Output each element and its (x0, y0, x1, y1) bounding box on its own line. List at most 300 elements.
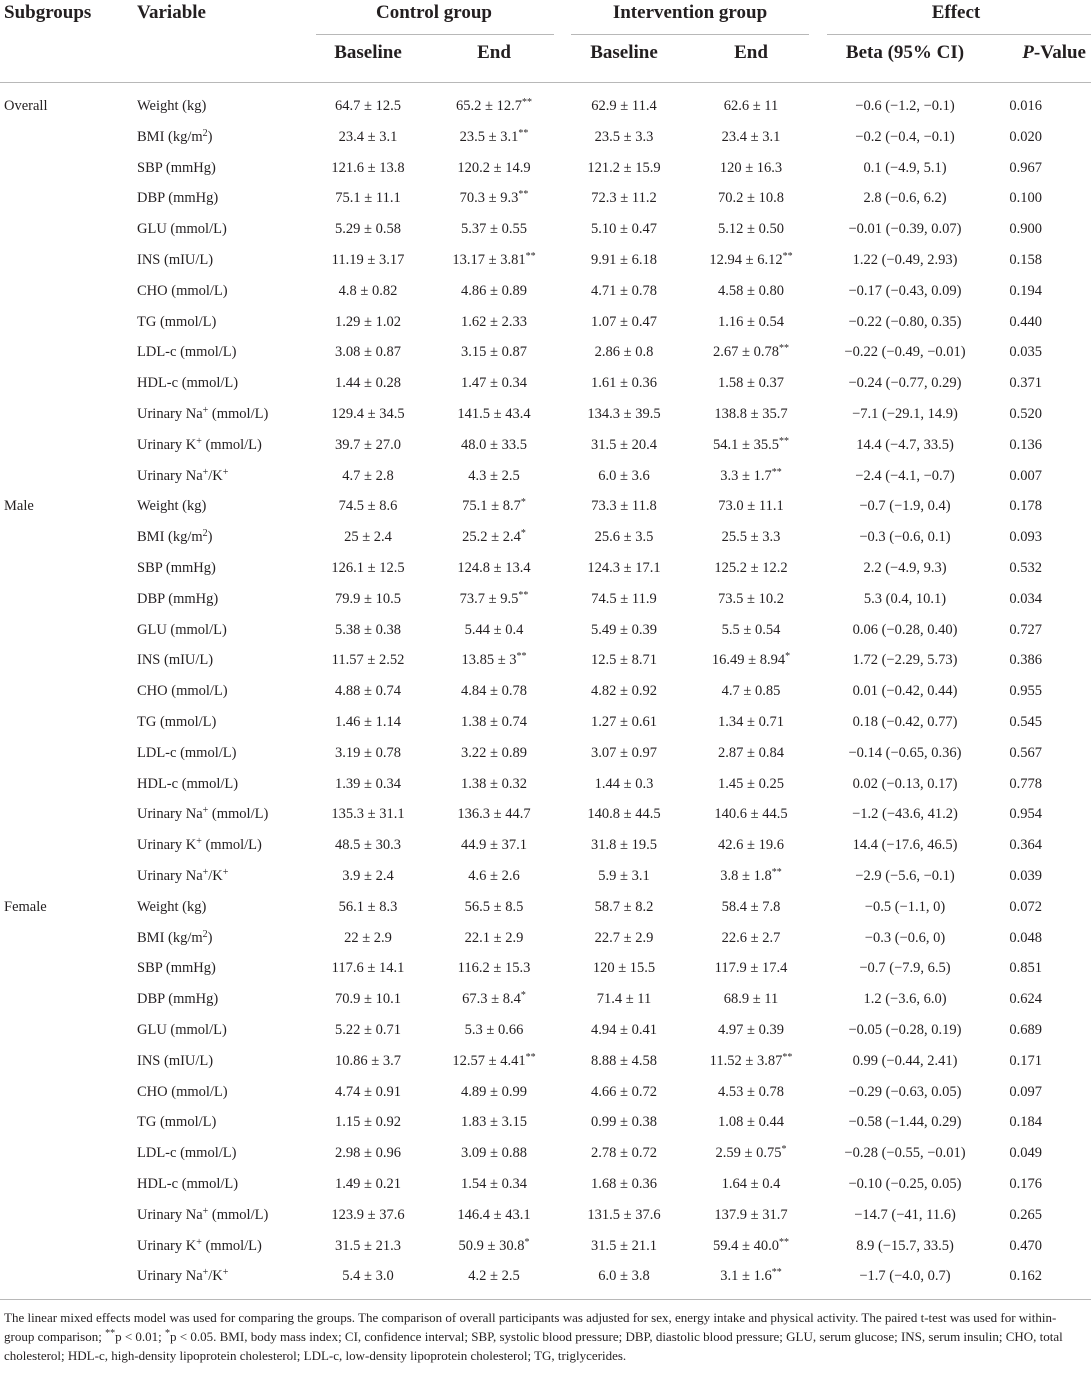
control-end-significance: ** (525, 251, 536, 262)
p-value-text: 0.178 (1009, 498, 1042, 515)
intervention-end (718, 776, 784, 793)
variable-var: BMI (kg/m (137, 929, 203, 946)
table-row (0, 862, 1091, 893)
intervention-end (722, 1176, 781, 1193)
control-baseline (339, 899, 398, 916)
beta-ci (864, 591, 946, 608)
intervention-end-text: 1.08 ± 0.44 (718, 1114, 784, 1131)
beta-ci-text: −2.9 (−5.6, −0.1) (855, 868, 955, 884)
variable-var-sup: + (202, 805, 209, 817)
table-row (0, 554, 1091, 585)
p-value-text: 0.470 (1009, 1237, 1042, 1254)
control-baseline-text: 56.1 ± 8.3 (338, 898, 398, 915)
control-end-text: 5.3 ± 0.66 (464, 1022, 524, 1038)
intervention-end-significance: ** (771, 466, 782, 478)
intervention-baseline (591, 652, 657, 669)
p-value-text: 0.093 (1009, 529, 1042, 546)
intervention-end-text: 42.6 ± 19.6 (718, 837, 784, 854)
variable-var: TG (mmol/L) (137, 714, 217, 730)
beta-ci-text: −0.10 (−0.25, 0.05) (848, 1176, 962, 1192)
intervention-baseline-text: 4.66 ± 0.72 (591, 1083, 657, 1100)
variable-name (137, 591, 218, 608)
control-baseline-text: 135.3 ± 31.1 (331, 806, 405, 823)
variable-name (137, 560, 216, 577)
p-value (1009, 560, 1042, 577)
intervention-end (718, 375, 784, 392)
intervention-baseline-text: 25.6 ± 3.5 (594, 529, 654, 546)
intervention-end-text: 140.6 ± 44.5 (714, 806, 788, 823)
beta-ci (848, 1114, 961, 1131)
control-end (460, 591, 529, 608)
p-value-text: 0.007 (1009, 467, 1042, 484)
control-end (462, 991, 526, 1008)
control-end (459, 1238, 530, 1255)
variable-name (137, 221, 227, 238)
control-end-text: 56.5 ± 8.5 (464, 898, 524, 915)
control-end (465, 622, 524, 639)
intervention-baseline-text: 12.5 ± 8.71 (591, 652, 657, 669)
variable-var-tail: /K (208, 1268, 223, 1285)
p-value (1009, 468, 1042, 485)
intervention-baseline (587, 560, 660, 577)
control-baseline-text: 75.1 ± 11.1 (335, 190, 401, 207)
control-baseline-text: 70.9 ± 10.1 (335, 991, 401, 1008)
variable-var-sup: + (202, 867, 209, 878)
control-end (461, 344, 527, 361)
variable-var: Urinary Na (137, 406, 203, 422)
variable-var: DBP (mmHg) (137, 190, 219, 207)
control-baseline (335, 776, 401, 793)
intervention-baseline-text: 6.0 ± 3.6 (598, 467, 650, 484)
control-baseline-text: 74.5 ± 8.6 (338, 498, 398, 515)
table-row (0, 1016, 1091, 1047)
table-row (0, 646, 1091, 677)
p-value (1009, 806, 1042, 823)
control-end (458, 960, 531, 977)
intervention-baseline-text: 2.78 ± 0.72 (591, 1145, 657, 1162)
subgroup-label-text: Male (4, 498, 34, 515)
beta-ci (855, 129, 954, 146)
control-baseline-text: 25 ± 2.4 (344, 529, 392, 546)
variable-name (137, 806, 268, 823)
table-row (0, 277, 1091, 308)
variable-var: HDL-c (mmol/L) (137, 1176, 239, 1192)
subgroup-label-text: Overall (4, 98, 48, 114)
beta-ci-text: −2.4 (−4.1, −0.7) (855, 467, 955, 484)
variable-var-tail: (mmol/L) (208, 406, 269, 422)
variable-name (137, 98, 206, 115)
control-baseline-text: 64.7 ± 12.5 (335, 98, 401, 114)
control-end-text: 22.1 ± 2.9 (464, 929, 524, 946)
variable-var: SBP (mmHg) (137, 560, 216, 576)
table-row (0, 92, 1091, 123)
control-end-text: 4.3 ± 2.5 (468, 467, 520, 484)
intervention-end (714, 1207, 787, 1224)
beta-ci (853, 837, 958, 854)
subgroup-label (4, 498, 34, 515)
variable-var: Urinary Na (137, 467, 203, 484)
table-footnote (4, 1308, 1084, 1365)
header-intervention-group: Intervention group (612, 2, 768, 23)
p-value-text: 0.624 (1009, 991, 1042, 1008)
p-value (1009, 1238, 1042, 1255)
header-row-groups (0, 0, 1091, 32)
intervention-end (714, 806, 787, 823)
control-baseline-text: 48.5 ± 30.3 (335, 837, 401, 854)
intervention-end-text: 23.4 ± 3.1 (721, 128, 781, 145)
variable-var-sup: + (202, 405, 209, 416)
beta-ci-text: −0.01 (−0.39, 0.07) (848, 221, 962, 238)
p-value (1009, 406, 1042, 423)
control-end (462, 498, 526, 515)
intervention-end-text: 5.5 ± 0.54 (721, 621, 781, 638)
control-baseline (339, 498, 398, 515)
p-value-text: 0.016 (1009, 98, 1042, 114)
p-value-text: 0.727 (1009, 621, 1042, 638)
footnote-part3: p < 0.05. BMI, body mass index; CI, confidence interval; SBP, systolic blood pressure; DBP, diastolic blood pressure; GLU, serum glucose; INS, serum insulin; CHO, total cholesterol; HDL-c, high-density lipoprotein cholesterol; LDL-c, low-density lipoprotein cholesterol; TG, triglycerides. (4, 1329, 1063, 1363)
table-row (0, 154, 1091, 185)
header-intervention-baseline: Baseline (590, 42, 658, 63)
control-baseline (331, 806, 404, 823)
control-baseline (332, 960, 405, 977)
p-value (1009, 1084, 1042, 1101)
control-end-text: 141.5 ± 43.4 (457, 406, 531, 422)
variable-var-sup: + (196, 836, 202, 848)
control-end-text: 4.86 ± 0.89 (461, 282, 527, 299)
beta-ci-text: −0.24 (−0.77, 0.29) (848, 375, 962, 392)
beta-ci (848, 314, 961, 331)
p-value-text: 0.048 (1009, 929, 1042, 946)
table-row (0, 1139, 1091, 1170)
control-end (452, 1053, 535, 1070)
intervention-end (724, 991, 779, 1008)
intervention-end (714, 560, 787, 577)
intervention-end-text: 4.7 ± 0.85 (721, 683, 781, 700)
control-baseline (339, 283, 398, 300)
beta-ci-text: −0.7 (−1.9, 0.4) (859, 498, 951, 515)
control-baseline-text: 1.15 ± 0.92 (335, 1114, 401, 1131)
control-end-significance: ** (518, 127, 529, 139)
table-row (0, 369, 1091, 400)
p-value-text: 0.532 (1009, 560, 1042, 576)
intervention-baseline (598, 868, 649, 885)
p-value (1009, 1176, 1042, 1193)
control-baseline (335, 314, 401, 331)
intervention-end-text: 22.6 ± 2.7 (721, 929, 781, 946)
table-row (0, 123, 1091, 154)
beta-ci-text: −0.2 (−0.4, −0.1) (855, 128, 955, 145)
intervention-end (715, 960, 788, 977)
control-baseline-text: 5.4 ± 3.0 (342, 1268, 394, 1285)
intervention-baseline-text: 121.2 ± 15.9 (587, 159, 661, 176)
table-bottom-rule (0, 1299, 1091, 1300)
header-bottom-rule (0, 82, 1091, 83)
intervention-baseline-text: 22.7 ± 2.9 (594, 929, 654, 946)
variable-name (137, 1053, 213, 1070)
control-baseline-text: 22 ± 2.9 (344, 929, 392, 946)
intervention-baseline (587, 406, 660, 423)
beta-ci (852, 806, 958, 823)
table-row (0, 1201, 1091, 1232)
intervention-end-text: 2.59 ± 0.75 (715, 1145, 782, 1162)
intervention-end-text: 59.4 ± 40.0 (713, 1237, 779, 1254)
table-row (0, 924, 1091, 955)
header-row-columns (0, 32, 1091, 76)
variable-var: SBP (mmHg) (137, 159, 216, 176)
footnote-sup1: ** (105, 1328, 116, 1339)
variable-var: Weight (kg) (137, 898, 207, 915)
intervention-baseline (591, 221, 657, 238)
p-value-text: 0.545 (1009, 714, 1042, 730)
intervention-baseline-text: 71.4 ± 11 (596, 991, 652, 1008)
control-end (465, 930, 524, 947)
beta-ci (853, 622, 958, 639)
control-baseline-text: 5.29 ± 0.58 (335, 221, 401, 238)
control-end (462, 529, 526, 546)
table-row (0, 308, 1091, 339)
table-row (0, 184, 1091, 215)
beta-ci (859, 1268, 950, 1285)
variable-name (137, 314, 216, 331)
control-baseline-text: 79.9 ± 10.5 (335, 590, 401, 607)
control-end-text: 116.2 ± 15.3 (457, 960, 531, 977)
p-value (1009, 622, 1042, 639)
intervention-end (714, 406, 787, 423)
p-value-text: 0.371 (1009, 375, 1042, 392)
intervention-baseline (595, 776, 654, 793)
variable-var: CHO (mmol/L) (137, 1083, 228, 1100)
intervention-baseline (587, 806, 660, 823)
variable-name (137, 529, 213, 546)
beta-ci (853, 1053, 958, 1070)
intervention-baseline (591, 837, 657, 854)
beta-ci (848, 1084, 961, 1101)
beta-ci-text: 0.02 (−0.13, 0.17) (852, 775, 958, 792)
intervention-end (724, 98, 779, 115)
control-end-text: 1.38 ± 0.32 (461, 775, 527, 792)
control-baseline-text: 3.08 ± 0.87 (335, 344, 401, 361)
p-value-text: 0.265 (1009, 1206, 1042, 1223)
control-end (460, 129, 529, 146)
variable-var: TG (mmol/L) (137, 313, 217, 330)
beta-ci-text: −0.5 (−1.1, 0) (864, 898, 946, 915)
intervention-baseline (595, 930, 654, 947)
intervention-end (709, 252, 792, 269)
control-end (457, 406, 530, 423)
table-row (0, 523, 1091, 554)
variable-name (137, 375, 238, 392)
intervention-baseline-text: 5.10 ± 0.47 (591, 221, 657, 238)
intervention-end (712, 652, 790, 669)
control-end-significance: ** (518, 589, 529, 601)
control-end (452, 252, 535, 269)
beta-ci (856, 437, 954, 454)
header-variable: Variable (137, 2, 206, 23)
beta-ci (863, 160, 946, 177)
variable-var: Urinary K (137, 1237, 197, 1254)
variable-var-tail: (mmol/L) (208, 1206, 269, 1223)
variable-name (137, 1022, 227, 1039)
beta-ci-text: −0.05 (−0.28, 0.19) (848, 1022, 962, 1038)
control-baseline (335, 1145, 401, 1162)
beta-ci (844, 344, 965, 361)
p-value (1009, 375, 1042, 392)
variable-name (137, 837, 262, 854)
intervention-baseline (591, 683, 657, 700)
variable-name (137, 899, 206, 916)
variable-var-sup: 2 (202, 528, 208, 540)
control-end (457, 160, 530, 177)
control-end-text: 44.9 ± 37.1 (461, 837, 527, 854)
intervention-baseline-text: 4.94 ± 0.41 (591, 1022, 657, 1038)
control-baseline-text: 31.5 ± 21.3 (335, 1237, 401, 1254)
control-baseline-text: 4.74 ± 0.91 (335, 1083, 401, 1100)
control-end-significance: * (520, 990, 526, 1002)
intervention-end (710, 1053, 793, 1070)
variable-var: DBP (mmHg) (137, 991, 219, 1008)
intervention-end-significance: * (781, 1144, 787, 1156)
variable-name (137, 1145, 236, 1162)
intervention-end-text: 125.2 ± 12.2 (714, 560, 788, 576)
control-baseline (335, 1238, 401, 1255)
intervention-end-significance: ** (778, 435, 789, 447)
intervention-baseline (591, 1084, 657, 1101)
intervention-baseline-text: 74.5 ± 11.9 (591, 590, 657, 607)
p-value (1009, 1114, 1042, 1131)
table-row (0, 739, 1091, 770)
intervention-baseline-text: 3.07 ± 0.97 (591, 744, 657, 761)
table-row (0, 1047, 1091, 1078)
variable-var: CHO (mmol/L) (137, 282, 228, 299)
p-value (1009, 98, 1042, 115)
intervention-end-text: 3.8 ± 1.8 (720, 868, 772, 884)
intervention-baseline-text: 131.5 ± 37.6 (587, 1206, 661, 1223)
control-baseline (331, 160, 404, 177)
beta-ci-text: −0.14 (−0.65, 0.36) (848, 744, 962, 761)
control-end-text: 12.57 ± 4.41 (452, 1052, 526, 1069)
variable-var: INS (mIU/L) (137, 652, 214, 669)
control-end-text: 65.2 ± 12.7 (456, 98, 522, 114)
intervention-baseline (595, 899, 654, 916)
p-value (1009, 344, 1042, 361)
p-value (1009, 652, 1042, 669)
control-baseline-text: 121.6 ± 13.8 (331, 159, 405, 176)
beta-ci (854, 1207, 956, 1224)
table-row (0, 770, 1091, 801)
intervention-end (718, 714, 784, 731)
variable-var-sup: + (202, 1205, 209, 1217)
variable-name (137, 622, 227, 639)
variable-name (137, 868, 228, 885)
intervention-end (720, 160, 782, 177)
control-baseline (344, 529, 392, 546)
intervention-end-significance: ** (771, 867, 782, 878)
intervention-end-significance: ** (782, 1051, 793, 1063)
p-value (1009, 776, 1042, 793)
control-end (461, 652, 526, 669)
intervention-end (720, 468, 781, 485)
variable-var: SBP (mmHg) (137, 960, 216, 977)
subgroup-label (4, 899, 47, 916)
intervention-baseline (593, 960, 655, 977)
intervention-baseline-text: 1.61 ± 0.36 (591, 375, 657, 392)
table-row (0, 1078, 1091, 1109)
control-end-text: 48.0 ± 33.5 (461, 436, 527, 453)
intervention-end-text: 4.53 ± 0.78 (718, 1083, 784, 1100)
p-value (1009, 1022, 1042, 1039)
intervention-baseline-text: 5.49 ± 0.39 (591, 621, 657, 638)
intervention-end-text: 62.6 ± 11 (723, 98, 779, 114)
beta-ci (859, 529, 950, 546)
beta-ci-text: 0.01 (−0.42, 0.44) (852, 683, 958, 700)
header-beta: Beta (95% CI) (845, 42, 965, 63)
variable-var: DBP (mmHg) (137, 590, 219, 607)
control-end (461, 1176, 527, 1193)
header-effect: Effect (931, 2, 981, 23)
variable-name (137, 930, 213, 947)
variable-name (137, 776, 238, 793)
intervention-end-significance: ** (782, 251, 793, 262)
intervention-baseline (591, 1053, 657, 1070)
intervention-baseline-text: 72.3 ± 11.2 (591, 190, 657, 207)
beta-ci-text: −7.1 (−29.1, 14.9) (852, 406, 958, 422)
intervention-baseline-text: 4.82 ± 0.92 (591, 683, 657, 700)
p-value (1009, 868, 1042, 885)
variable-name (137, 160, 216, 177)
p-value (1009, 190, 1042, 207)
intervention-end-significance: ** (778, 1236, 789, 1248)
control-baseline (331, 1207, 404, 1224)
control-end (465, 899, 524, 916)
p-value-text: 0.567 (1009, 744, 1042, 761)
p-value (1009, 314, 1042, 331)
variable-name (137, 991, 218, 1008)
variable-var: TG (mmol/L) (137, 1114, 217, 1131)
beta-ci-text: −0.29 (−0.63, 0.05) (848, 1083, 962, 1100)
control-end-text: 136.3 ± 44.7 (457, 806, 531, 823)
variable-var-tail: (mmol/L) (201, 837, 262, 854)
beta-ci-text: −1.2 (−43.6, 41.2) (852, 806, 958, 823)
intervention-end (722, 129, 781, 146)
control-baseline-text: 1.39 ± 0.34 (335, 775, 401, 792)
variable-var: INS (mIU/L) (137, 1052, 214, 1069)
intervention-end (718, 1114, 784, 1131)
control-baseline-text: 5.38 ± 0.38 (335, 621, 401, 638)
variable-var: LDL-c (mmol/L) (137, 344, 237, 361)
intervention-baseline-text: 23.5 ± 3.3 (594, 128, 654, 145)
intervention-end-text: 73.0 ± 11.1 (718, 498, 784, 515)
p-value (1009, 591, 1042, 608)
intervention-end-text: 120 ± 16.3 (719, 159, 783, 176)
beta-ci-text: −0.3 (−0.6, 0.1) (859, 529, 951, 546)
variable-var: Weight (kg) (137, 98, 207, 114)
intervention-end-significance: ** (778, 343, 789, 355)
beta-ci (848, 1176, 961, 1193)
control-baseline (335, 375, 401, 392)
intervention-end-text: 73.5 ± 10.2 (718, 590, 784, 607)
control-baseline (335, 622, 401, 639)
control-end-text: 1.83 ± 3.15 (461, 1114, 527, 1131)
variable-name (137, 406, 268, 423)
p-value-text: 0.136 (1009, 436, 1042, 453)
beta-ci-text: 0.18 (−0.42, 0.77) (852, 714, 958, 730)
intervention-baseline (598, 468, 649, 485)
beta-ci (855, 98, 954, 115)
control-end (460, 190, 529, 207)
control-baseline-text: 4.7 ± 2.8 (342, 467, 394, 484)
control-baseline (342, 468, 393, 485)
control-end (461, 283, 527, 300)
